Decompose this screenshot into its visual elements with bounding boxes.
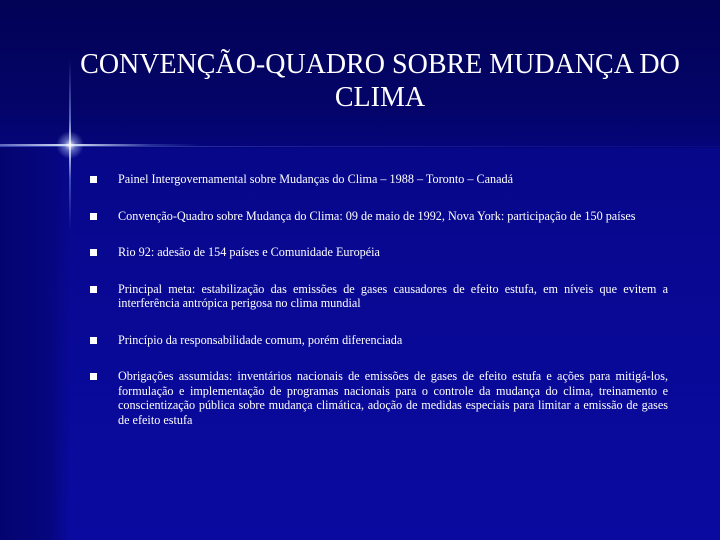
bullet-item — [88, 172, 668, 187]
bullet-item — [88, 245, 668, 260]
square-bullet-icon — [90, 176, 97, 183]
slide-title: CONVENÇÃO-QUADRO SOBRE MUDANÇA DO CLIMA — [80, 49, 680, 113]
sparkle-glow-decoration — [56, 131, 84, 159]
left-strip — [0, 148, 70, 540]
square-bullet-icon — [90, 213, 97, 220]
square-bullet-icon — [90, 337, 97, 344]
divider-line — [0, 146, 720, 147]
bullet-text: Obrigações assumidas: inventários nacionais de emissões de gases de efeito estufa e ações para mitigá-los, formulação e implementação de programas nacionais para o controle da mudança do clima, treinamento e conscientização pública sobre mudança climática, adoção de medidas especiais para limitar a emissão de gases de efeito estufa — [118, 369, 668, 427]
bullet-text: Rio 92: adesão de 154 países e Comunidade Européia — [118, 245, 380, 259]
bullet-item — [88, 282, 668, 311]
square-bullet-icon — [90, 286, 97, 293]
square-bullet-icon — [90, 249, 97, 256]
bullet-text: Convenção-Quadro sobre Mudança do Clima: 09 de maio de 1992, Nova York: participação de 150 países — [118, 208, 636, 223]
bullet-item — [88, 369, 668, 427]
bullet-text: Princípio da responsabilidade comum, porém diferenciada — [118, 332, 403, 347]
bullet-item — [88, 333, 668, 348]
bullet-text: Painel Intergovernamental sobre Mudanças do Clima – 1988 – Toronto – Canadá — [118, 172, 514, 186]
bullet-item — [88, 209, 668, 224]
square-bullet-icon — [90, 373, 97, 380]
bullet-list — [88, 172, 668, 427]
bullet-text: Principal meta: estabilização das emissões de gases causadores de efeito estufa, em níveis que evitem a interferência antrópica perigosa no clima mundial — [118, 281, 668, 310]
sparkle-horizontal-decoration — [0, 144, 200, 146]
